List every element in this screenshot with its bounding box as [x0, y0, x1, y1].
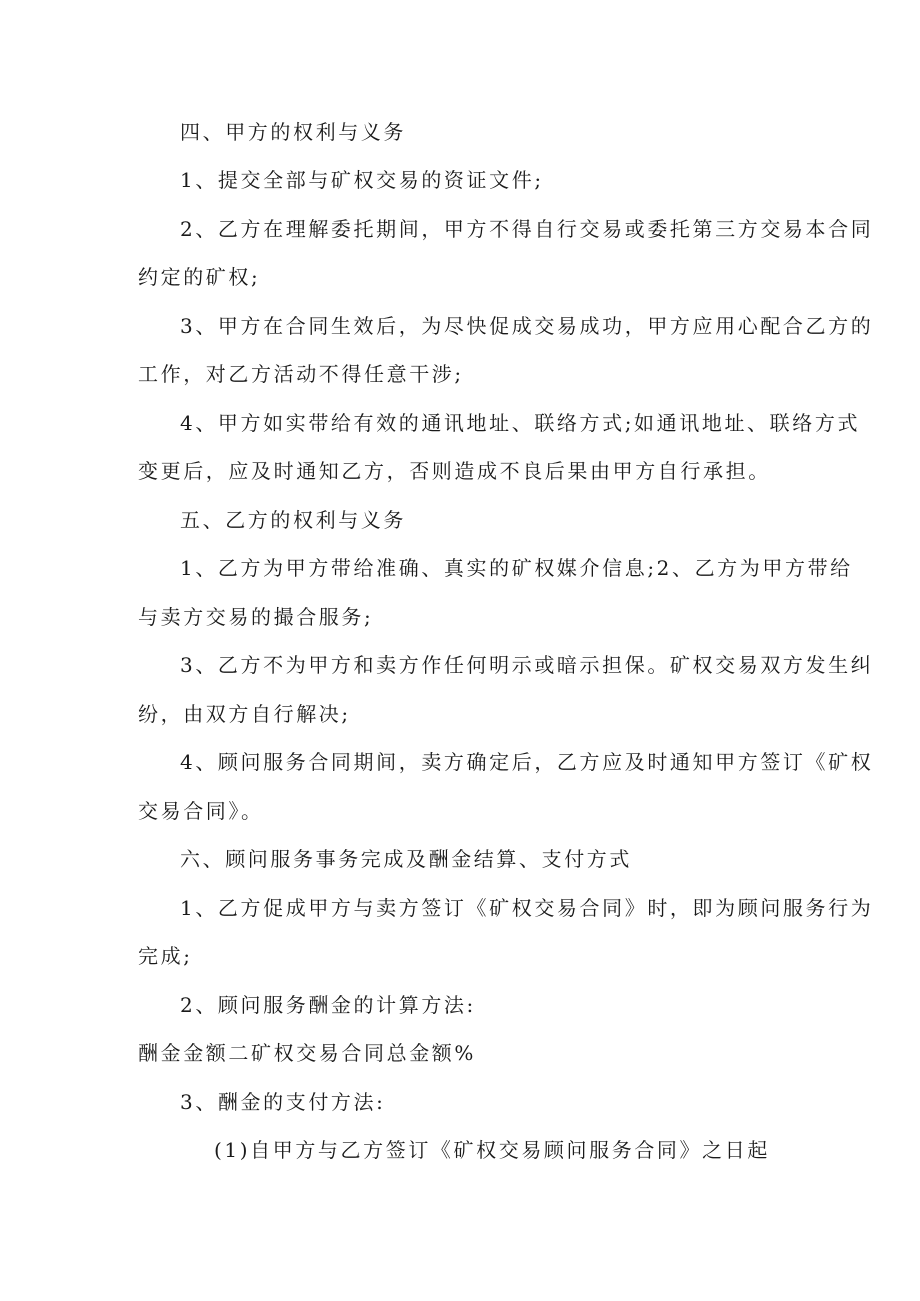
section4-item2-line2: 约定的矿权; — [138, 265, 261, 289]
section4-item2-line1: 2、乙方在理解委托期间，甲方不得自行交易或委托第三方交易本合同 — [180, 217, 874, 241]
section6-heading: 六、顾问服务事务完成及酬金结算、支付方式 — [180, 847, 632, 871]
section5-item4-line2: 交易合同》。 — [138, 799, 264, 823]
section6-item3-subitem1: (1)自甲方与乙方签订《矿权交易顾问服务合同》之日起 — [214, 1138, 770, 1162]
section5-heading: 五、乙方的权利与义务 — [180, 508, 406, 532]
section4-heading: 四、甲方的权利与义务 — [180, 120, 406, 144]
section5-item3-line2: 纷，由双方自行解决; — [138, 702, 351, 726]
section5-item4-line1: 4、顾问服务合同期间，卖方确定后，乙方应及时通知甲方签订《矿权 — [180, 750, 874, 774]
section4-item3-line2: 工作，对乙方活动不得任意干涉; — [138, 362, 464, 386]
section5-item1-line1: 1、乙方为甲方带给准确、真实的矿权媒介信息;2、乙方为甲方带给 — [180, 556, 853, 580]
section4-item3-line1: 3、甲方在合同生效后，为尽快促成交易成功，甲方应用心配合乙方的 — [180, 314, 874, 338]
section4-item1: 1、提交全部与矿权交易的资证文件; — [180, 168, 544, 192]
section4-item4-line1: 4、甲方如实带给有效的通讯地址、联络方式;如通讯地址、联络方式 — [180, 411, 861, 435]
section5-item1-line2: 与卖方交易的撮合服务; — [138, 605, 374, 629]
section6-item2: 2、顾问服务酬金的计算方法: — [180, 993, 476, 1017]
section6-item3: 3、酬金的支付方法: — [180, 1090, 386, 1114]
section6-formula: 酬金金额二矿权交易合同总金额% — [138, 1041, 477, 1065]
section4-item4-line2: 变更后，应及时通知乙方，否则造成不良后果由甲方自行承担。 — [138, 459, 771, 483]
section6-item1-line2: 完成; — [138, 944, 193, 968]
section5-item3-line1: 3、乙方不为甲方和卖方作任何明示或暗示担保。矿权交易双方发生纠 — [180, 653, 874, 677]
section6-item1-line1: 1、乙方促成甲方与卖方签订《矿权交易合同》时，即为顾问服务行为 — [180, 896, 874, 920]
